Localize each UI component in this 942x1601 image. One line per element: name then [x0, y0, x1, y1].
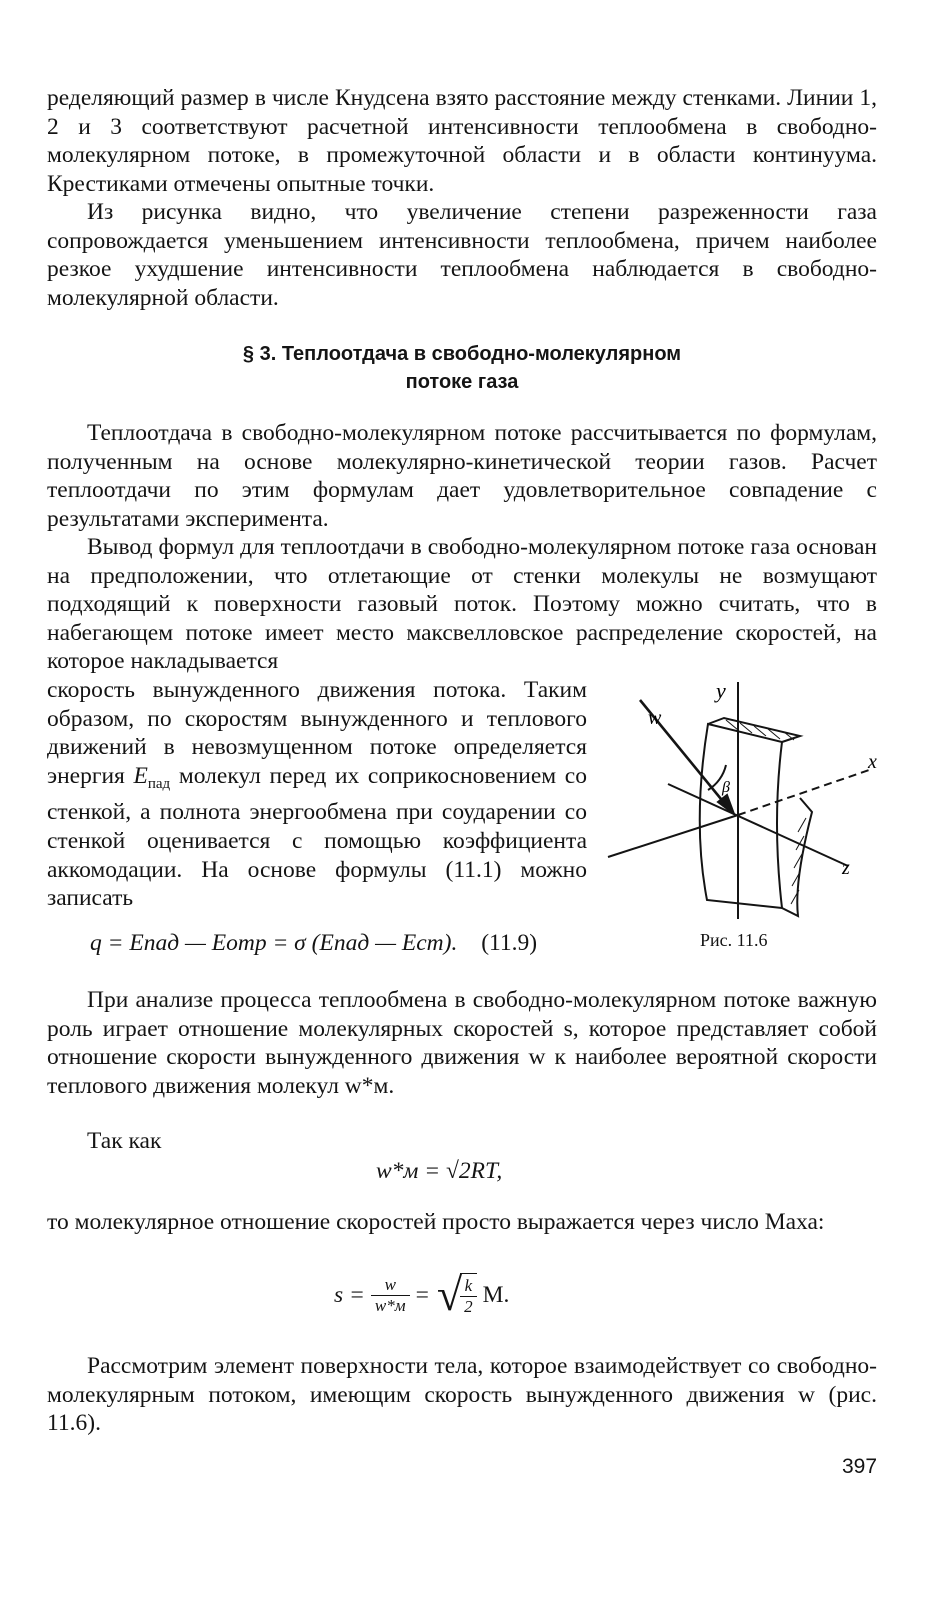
label-y: y	[716, 678, 726, 703]
paragraph-since: Так как	[87, 1128, 162, 1154]
section-heading	[47, 340, 877, 396]
surface-element	[700, 724, 782, 908]
label-x: x	[868, 751, 877, 773]
paragraph-energy-b: молекул перед их соприкосновением со стенкой, а полнота энергообмена при соударении со стенкой оценивается с помощью коэффициента аккомодации. На основе формулы (11.1) можно записать	[47, 762, 587, 912]
fraction-two: 2	[464, 1297, 473, 1316]
equation-11-9-number: (11.9)	[481, 930, 538, 956]
fraction-k-over-2	[460, 1273, 477, 1317]
page-number: 397	[842, 1455, 878, 1478]
fraction-numerator: w	[371, 1275, 410, 1296]
section-heading-line1: § 3. Теплоотдача в свободно-молекулярном	[242, 343, 682, 365]
label-z: z	[842, 857, 850, 879]
paragraph-mach: то молекулярное отношение скоростей просто выражается через число Маха:	[47, 1209, 825, 1235]
fraction-k: k	[460, 1276, 477, 1297]
paragraph-derivation: Вывод формул для теплоотдачи в свободно-молекулярном потоке газа основан на предположении, что отлетающие от стенки молекулы не возмущают подходящий к поверхности газовый поток. Поэтому можно считать, что в набегающем потоке имеет место максвелловское распределение скоростей, на которое накладывается	[47, 534, 877, 675]
equation-s-left: s =	[334, 1281, 365, 1308]
paragraph-speed-ratio: При анализе процесса теплообмена в свободно-молекулярном потоке важную роль играет отношение молекулярных скоростей s, которое представляет собой отношение скорости вынужденного движения w к наиболее вероятной скорости теплового движения молекул w*м.	[47, 987, 877, 1099]
paragraph-intro: Теплоотдача в свободно-молекулярном потоке рассчитывается по формулам, полученным на основе молекулярно-кинетической теории газов. Расчет теплоотдачи по этим формулам дает удовлетворительное совпадение с результатами эксперимента.	[47, 420, 877, 532]
paragraph-energy-a: скорость вынужденного движения потока. Таким образом, по скоростям вынужденного и теплового движений в невозмущенном потоке определяется энергия	[47, 677, 587, 789]
surface-top-edge	[708, 718, 800, 742]
paragraph-conclusion: Из рисунка видно, что увеличение степени разреженности газа сопровождается уменьшением интенсивности теплообмена, причем наиболее резкое ухудшение интенсивности теплообмена наблюдается в свободно-молекулярной области.	[47, 199, 877, 311]
paragraph-knudsen: ределяющий размер в числе Кнудсена взято расстояние между стенками. Линии 1, 2 и 3 соответствуют расчетной интенсивности теплообмена в свободно-молекулярном потоке, в промежуточной области и в области континуума. Крестиками отмечены опытные точки.	[47, 85, 877, 197]
paragraph-energy	[47, 676, 587, 913]
equation-equals: =	[415, 1281, 429, 1308]
energy-symbol: E	[133, 762, 148, 789]
paragraph-surface-element: Рассмотрим элемент поверхности тела, которое взаимодействует со свободно-молекулярным потоком, имеющим скорость вынужденного движения w (рис. 11.6).	[47, 1353, 877, 1437]
label-w: w	[648, 707, 662, 729]
axis-x-front	[738, 769, 872, 815]
equation-thermal-speed: w*м = √2RT,	[376, 1158, 503, 1184]
axis-x-back	[608, 815, 738, 857]
equation-11-9-body: q = Eпад — Eотр = σ (Eпад — Eст).	[90, 930, 458, 956]
fraction-w-over-wm	[371, 1275, 410, 1316]
fraction-denominator: w*м	[374, 1295, 406, 1315]
section-heading-line2: потоке газа	[405, 371, 519, 393]
equation-11-9	[90, 930, 537, 957]
equation-s-mach	[334, 1269, 510, 1320]
sqrt-sign-icon: √	[436, 1269, 463, 1320]
equation-mach: M.	[482, 1281, 510, 1308]
axis-z	[668, 784, 848, 866]
figure-11-6	[604, 672, 884, 957]
surface-side-edge	[782, 798, 812, 916]
figure-caption: Рис. 11.6	[700, 930, 768, 950]
energy-subscript: пад	[147, 775, 171, 792]
label-beta: β	[722, 779, 730, 796]
